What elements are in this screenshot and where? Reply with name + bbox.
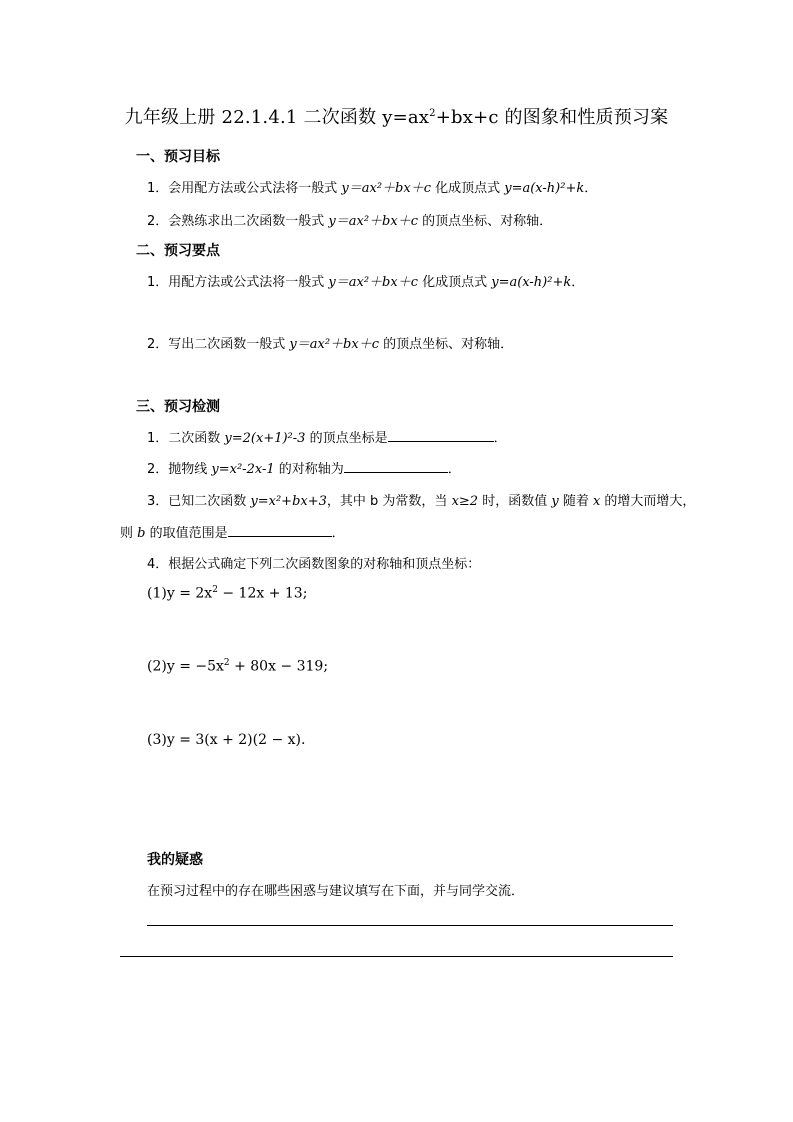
write-line[interactable] [120, 956, 673, 957]
equation-3: (3)y = 3(x + 2)(2 − x). [147, 732, 306, 748]
answer-blank[interactable] [228, 524, 332, 537]
question-1: 1．二次函数 y=2(x+1)²-3 的顶点坐标是 ． [147, 431, 507, 446]
doubts-instruction: 在预习过程中的存在哪些困惑与建议填写在下面，并与同学交流． [147, 884, 525, 899]
write-line[interactable] [147, 925, 673, 926]
objective-1: 1．会用配方法或公式法将一般式 y＝ax²＋bx＋c 化成顶点式 y=a(x-h)²+k． [147, 181, 598, 196]
doubts-heading: 我的疑惑 [147, 852, 203, 868]
section-1-heading: 一、预习目标 [136, 149, 220, 165]
answer-blank[interactable] [344, 460, 448, 473]
page-title: 九年级上册 22.1.4.1 二次函数 $y=ax^2+bx+c$ 的图象和性质预习案 [124, 107, 669, 128]
section-2-heading: 二、预习要点 [136, 243, 220, 259]
objective-2: 2．会熟练求出二次函数一般式 y＝ax²＋bx＋c 的顶点坐标、对称轴． [147, 214, 553, 229]
keypoint-2: 2．写出二次函数一般式 y＝ax²＋bx＋c 的顶点坐标、对称轴． [147, 337, 514, 352]
equation-1: $(1)y = 2x^2 - 12x + 13$; [147, 585, 308, 602]
question-3-continued: 则 b 的取值范围是 ． [120, 526, 345, 541]
equation-2: $(2)y = -5x^2 + 80x - 319$; [147, 658, 329, 675]
keypoint-1: 1．用配方法或公式法将一般式 y＝ax²＋bx＋c 化成顶点式 y=a(x-h)²+k． [147, 275, 585, 290]
section-3-heading: 三、预习检测 [136, 399, 220, 415]
answer-blank[interactable] [388, 429, 494, 442]
question-3: 3．已知二次函数 y=x²+bx+3，其中 b 为常数，当 x≥2 时，函数值 y 随着 x 的增大而增大， [147, 494, 696, 509]
question-2: 2．抛物线 y=x²-2x-1 的对称轴为 ． [147, 462, 461, 477]
question-4: 4．根据公式确定下列二次函数图象的对称轴和顶点坐标： [147, 557, 481, 572]
